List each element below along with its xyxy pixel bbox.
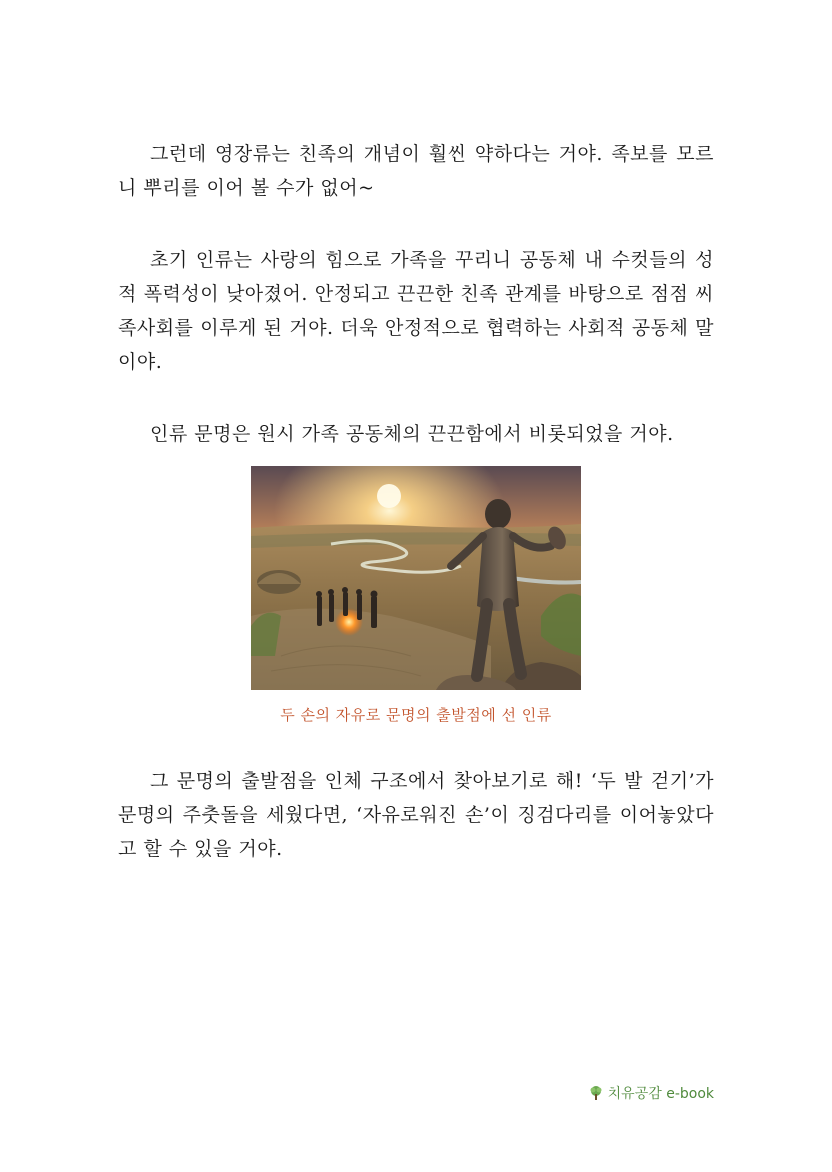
footer-brand-text: 치유공감 e-book (607, 1086, 714, 1102)
prehistoric-scene-image (251, 466, 581, 690)
paragraph-4: 그 문명의 출발점을 인체 구조에서 찾아보기로 해! ‘두 발 걷기’가 문명의 주춧돌을 세웠다면, ‘자유로워진 손’이 징검다리를 이어놓았다고 할 수 있을 거야. (118, 770, 714, 860)
paragraph-1: 그런데 영장류는 친족의 개념이 훨씬 약하다는 거야. 족보를 모르니 뿌리를 이어 볼 수가 없어~ (118, 143, 714, 199)
figure-caption: 두 손의 자유로 문명의 출발점에 선 인류 (280, 706, 552, 724)
footer-brand (588, 1083, 714, 1103)
illustration-early-human (251, 466, 581, 690)
paragraph-2: 초기 인류는 사랑의 힘으로 가족을 꾸리니 공동체 내 수컷들의 성적 폭력성이 낮아졌어. 안정되고 끈끈한 친족 관계를 바탕으로 점점 씨족사회를 이루게 된 거야. 더욱 안정적으로 협력하는 사회적 공동체 말이야. (118, 249, 714, 373)
paragraph-3: 인류 문명은 원시 가족 공동체의 끈끈함에서 비롯되었을 거야. (150, 423, 674, 445)
tree-logo-icon (588, 1085, 604, 1101)
